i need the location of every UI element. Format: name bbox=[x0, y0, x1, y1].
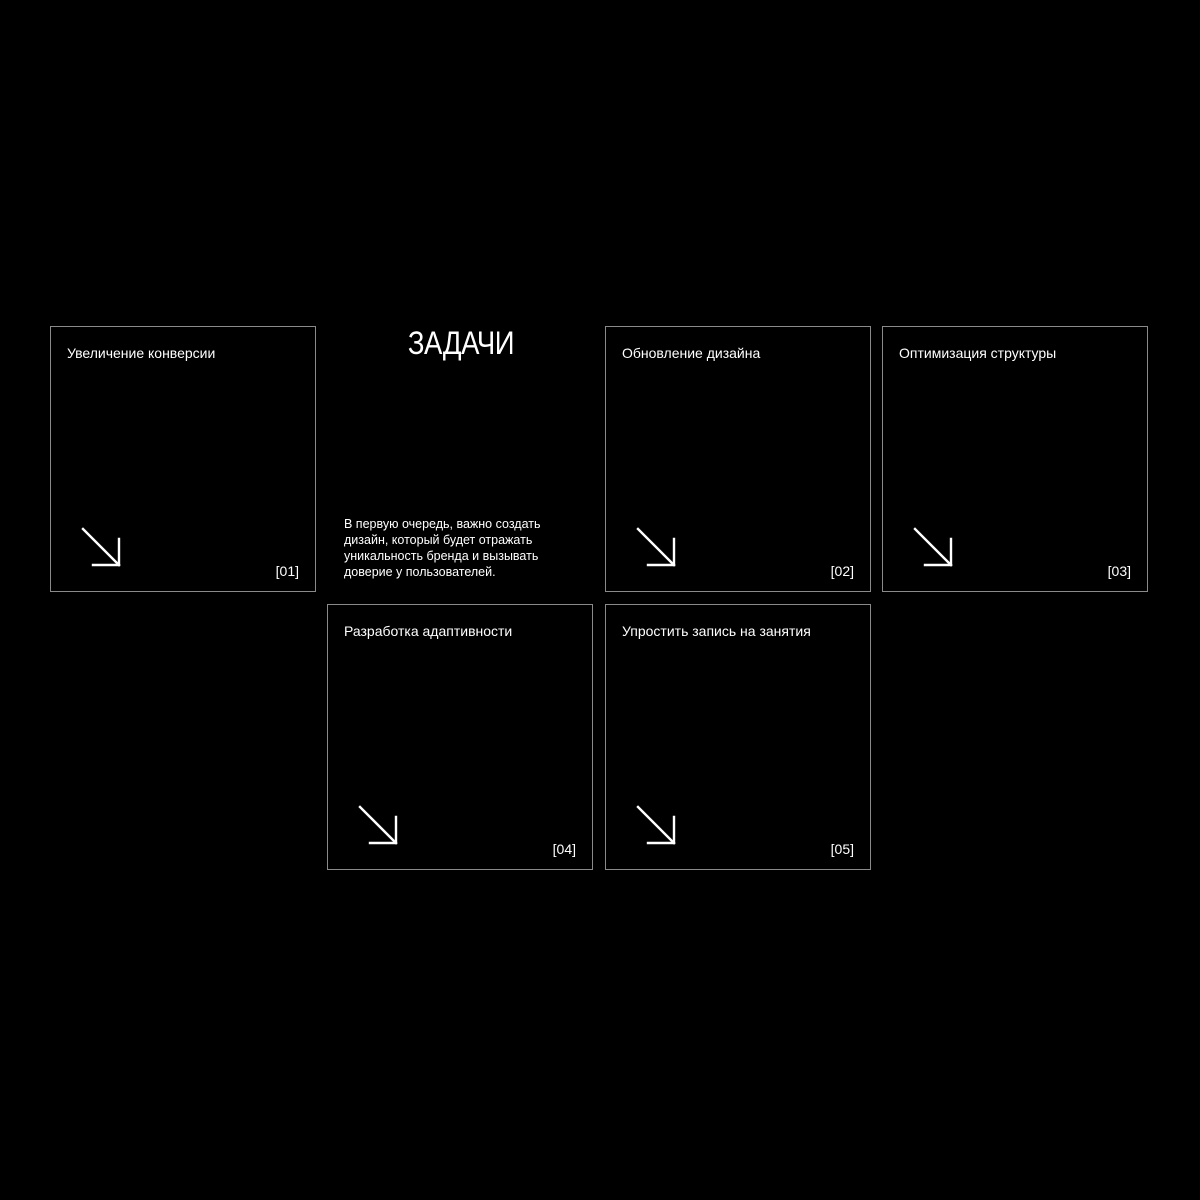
section-description: В первую очередь, важно создать дизайн, который будет отражать уникальность бренда и вызывать доверие у пользователей. bbox=[344, 517, 541, 579]
task-number: [05] bbox=[830, 841, 854, 857]
task-title: Обновление дизайна bbox=[622, 345, 761, 361]
task-title: Оптимизация структуры bbox=[899, 345, 1057, 361]
arrow-down-right-icon bbox=[79, 525, 123, 569]
task-title: Упростить запись на занятия bbox=[622, 623, 811, 639]
task-card-04 bbox=[327, 604, 593, 870]
task-number: [02] bbox=[830, 563, 854, 579]
task-title: Разработка адаптивности bbox=[344, 623, 513, 639]
arrow-down-right-icon bbox=[634, 803, 678, 847]
arrow-down-right-icon bbox=[356, 803, 400, 847]
task-card-02 bbox=[605, 326, 871, 592]
arrow-down-right-icon bbox=[911, 525, 955, 569]
task-title: Увеличение конверсии bbox=[67, 345, 216, 361]
task-number: [01] bbox=[275, 563, 299, 579]
task-card-01 bbox=[50, 326, 316, 592]
task-card-03 bbox=[882, 326, 1148, 592]
section-title: ЗАДАЧИ bbox=[407, 325, 515, 361]
task-card-05 bbox=[605, 604, 871, 870]
arrow-down-right-icon bbox=[634, 525, 678, 569]
task-number: [03] bbox=[1107, 563, 1131, 579]
task-number: [04] bbox=[552, 841, 576, 857]
